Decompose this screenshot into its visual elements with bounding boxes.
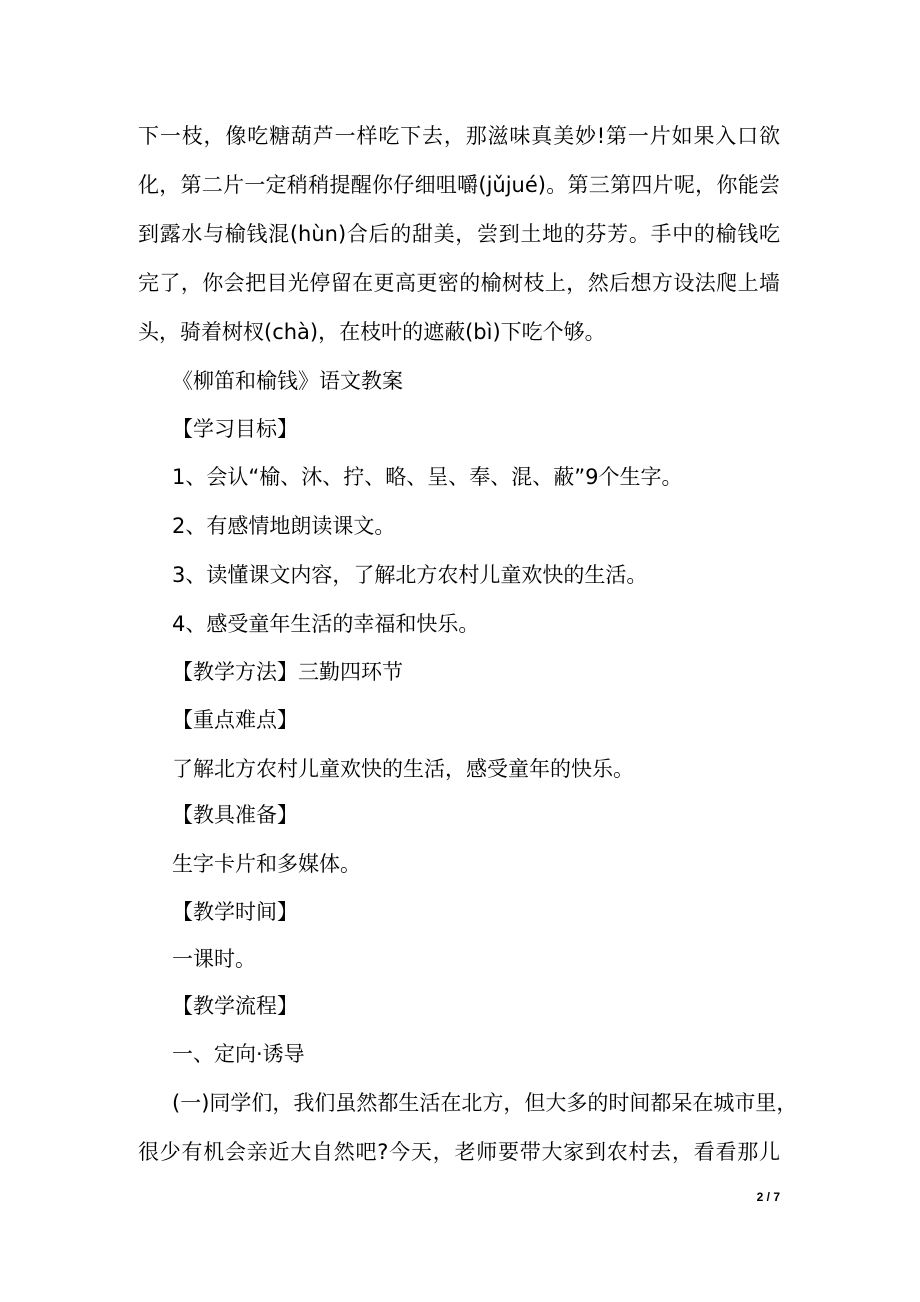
lesson-title: 《柳笛和榆钱》语文教案 [172,369,403,393]
body-text-line: 到露水与榆钱混(hùn)合后的甜美，尝到土地的芬芳。手中的榆钱吃 [138,222,780,246]
section-one-heading: 一、定向·诱导 [172,1042,305,1066]
key-points-heading: 【重点难点】 [172,708,298,732]
body-text-line: (一)同学们，我们虽然都生活在北方，但大多的时间都呆在城市里， [172,1091,798,1115]
tools-text: 生字卡片和多媒体。 [172,852,361,876]
teaching-method-line: 【教学方法】三勤四环节 [172,660,403,684]
body-text-line: 头，骑着树杈(chà)，在枝叶的遮蔽(bì)下吃个够。 [138,320,606,344]
body-text-line: 完了，你会把目光停留在更高更密的榆树枝上，然后想方设法爬上墙 [138,271,780,295]
key-points-text: 了解北方农村儿童欢快的生活，感受童年的快乐。 [172,757,634,781]
objectives-heading: 【学习目标】 [172,417,298,441]
time-text: 一课时。 [172,947,256,971]
body-text-line: 化，第二片一定稍稍提醒你仔细咀嚼(jǔjué)。第三第四片呢，你能尝 [138,173,780,197]
process-heading: 【教学流程】 [172,994,298,1018]
tools-heading: 【教具准备】 [172,803,298,827]
body-text-line: 下一枝，像吃糖葫芦一样吃下去，那滋味真美妙!第一片如果入口欲 [138,124,780,148]
body-text-line: 很少有机会亲近大自然吧?今天，老师要带大家到农村去，看看那儿 [138,1140,780,1164]
objective-item: 4、感受童年生活的幸福和快乐。 [172,612,480,636]
objective-item: 2、有感情地朗读课文。 [172,514,396,538]
time-heading: 【教学时间】 [172,900,298,924]
objective-item: 1、会认“榆、沐、拧、略、呈、奉、混、蔽”9个生字。 [172,465,683,489]
page-number: 2 / 7 [756,1190,780,1204]
objective-item: 3、读懂课文内容，了解北方农村儿童欢快的生活。 [172,563,648,587]
